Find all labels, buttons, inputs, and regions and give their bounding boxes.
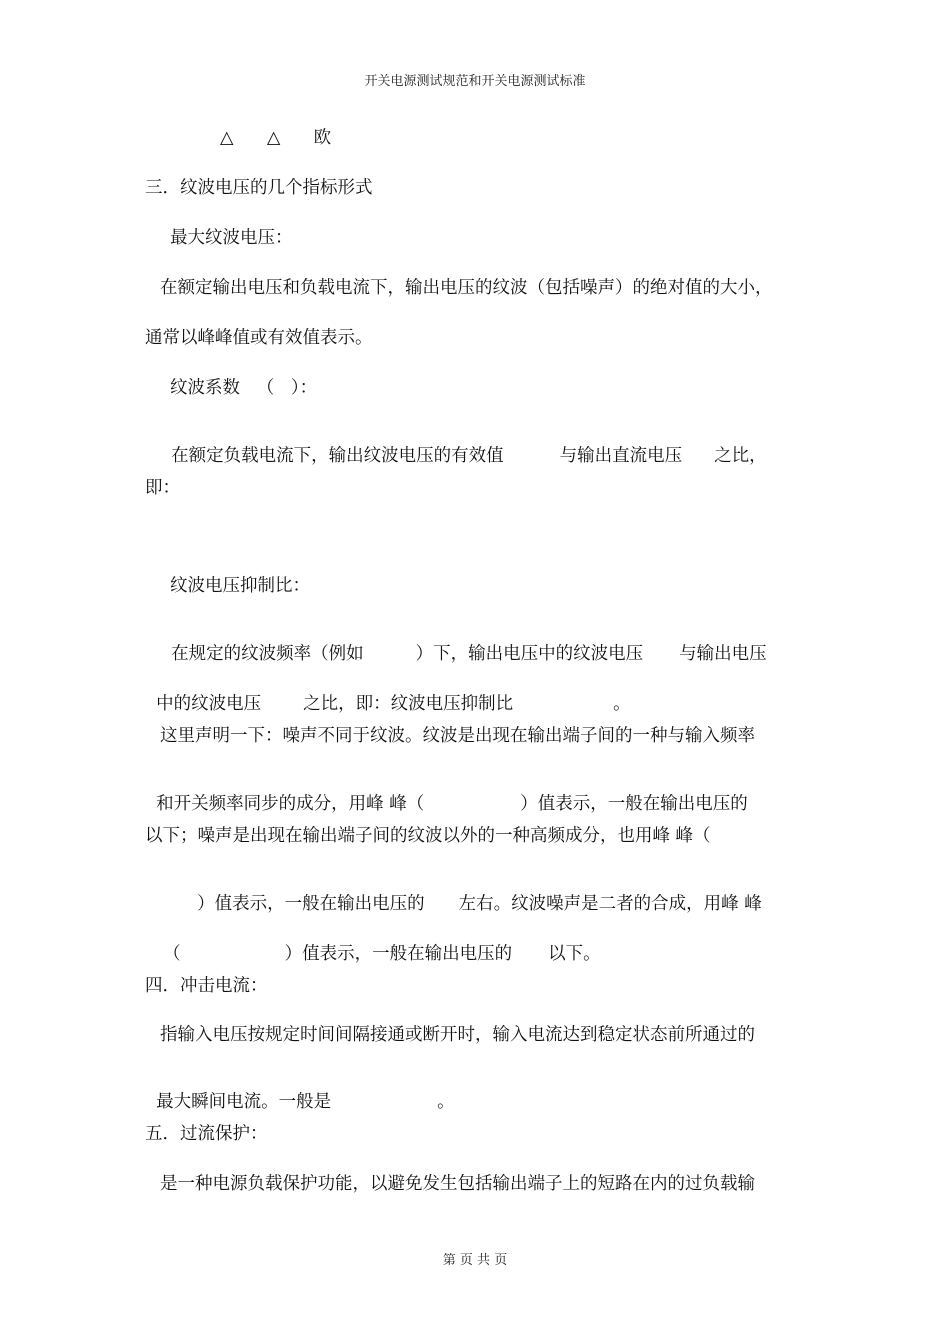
text-span: ）下，输出电压中的纹波电压	[415, 643, 644, 664]
paragraph-line: 通常以峰峰值或有效值表示。	[145, 328, 373, 348]
text-span: 。	[613, 693, 631, 714]
text-span: ）值表示，一般在输出电压的	[197, 893, 425, 914]
text-span: 与输出电压	[679, 643, 767, 664]
paragraph-line	[160, 430, 767, 465]
section-heading-5: 五．过流保护：	[145, 1124, 268, 1144]
text-span: ）值表示，一般在输出电压的	[284, 943, 513, 964]
text-span: 中的纹波电压	[156, 693, 262, 714]
section-heading-3: 三．纹波电压的几个指标形式	[145, 178, 373, 198]
section-heading-4: 四．冲击电流：	[145, 976, 268, 996]
text-span: 与输出直流电压	[559, 445, 683, 466]
text-span: 左右。纹波噪声是二者的合成，用峰 峰	[458, 893, 762, 914]
symbols-line: △ △ 欧	[220, 128, 332, 148]
page-header: 开关电源测试规范和开关电源测试标准	[364, 74, 586, 89]
text-span: 和开关频率同步的成分，用峰 峰（	[156, 793, 425, 814]
subheading-ripple-coefficient: 纹波系数 （ ）：	[170, 378, 318, 398]
paragraph-line	[186, 878, 762, 913]
page-footer: 第 页 共 页	[442, 1253, 508, 1268]
paragraph-line: 这里声明一下：噪声不同于纹波。纹波是出现在输出端子间的一种与输入频率	[160, 726, 755, 746]
text-span: 在额定负载电流下，输出纹波电压的有效值	[171, 445, 504, 466]
text-span: 以下。	[548, 943, 601, 964]
text-span: 之比，即：纹波电压抑制比	[303, 693, 514, 714]
subheading-ripple-rejection: 纹波电压抑制比：	[170, 576, 310, 596]
text-span: （	[163, 943, 181, 964]
text-span: 最大瞬间电流。一般是	[156, 1091, 332, 1112]
paragraph-line: 在额定输出电压和负载电流下，输出电压的纹波（包括噪声）的绝对值的大小，	[160, 278, 773, 298]
paragraph-line	[145, 778, 748, 813]
paragraph-line	[145, 678, 631, 713]
paragraph-line: 是一种电源负载保护功能，以避免发生包括输出端子上的短路在内的过负载输	[160, 1174, 755, 1194]
paragraph-line	[152, 928, 601, 963]
subheading-max-ripple: 最大纹波电压：	[170, 228, 293, 248]
paragraph-line: 以下；噪声是出现在输出端子间的纹波以外的一种高频成分，也用峰 峰（	[145, 826, 711, 846]
text-span: ）值表示，一般在输出电压的	[520, 793, 748, 814]
text-span: 之比，	[714, 445, 767, 466]
paragraph-line	[145, 1076, 455, 1111]
paragraph-line: 指输入电压按规定时间间隔接通或断开时，输入电流达到稳定状态前所通过的	[160, 1025, 755, 1045]
text-span: 。	[437, 1091, 455, 1112]
paragraph-line	[160, 628, 767, 663]
paragraph-line: 即：	[145, 478, 180, 498]
text-span: 在规定的纹波频率（例如	[171, 643, 364, 664]
